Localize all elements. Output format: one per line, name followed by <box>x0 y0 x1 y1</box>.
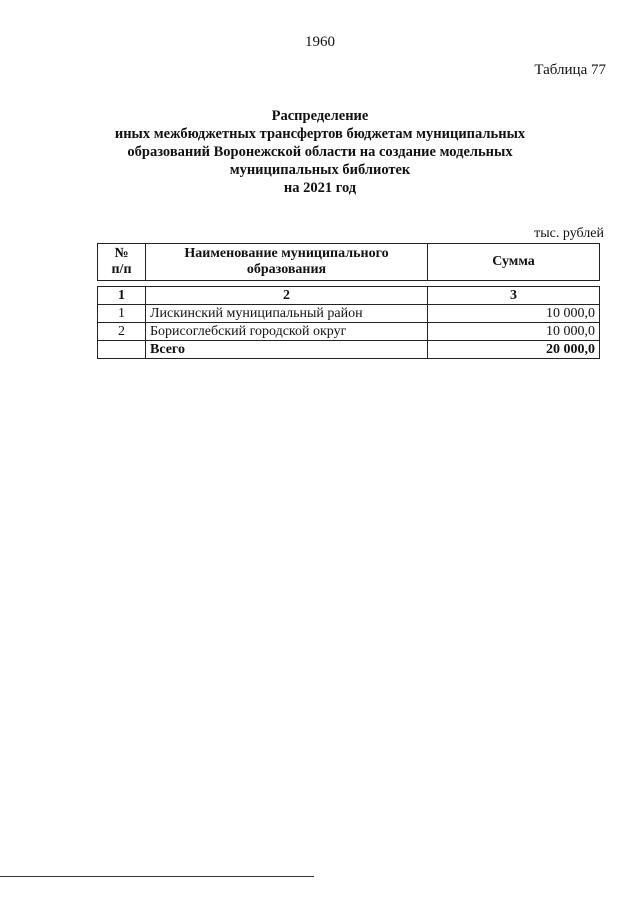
column-number: 3 <box>428 287 600 305</box>
row-name: Лискинский муниципальный район <box>146 305 428 323</box>
title-line: Распределение <box>271 108 369 124</box>
page-number: 1960 <box>305 34 335 50</box>
table-row <box>98 323 600 341</box>
data-table <box>97 286 600 359</box>
total-row <box>98 341 600 359</box>
units-label: тыс. рублей <box>534 226 604 241</box>
title-line: иных межбюджетных трансфертов бюджетам муниципальных <box>114 126 526 142</box>
row-name: Борисоглебский городской округ <box>146 323 428 341</box>
title-line: муниципальных библиотек <box>229 162 411 178</box>
table-header <box>97 243 600 281</box>
row-num: 1 <box>98 305 146 323</box>
column-number: 2 <box>146 287 428 305</box>
footer-divider <box>0 876 314 877</box>
title-line: на 2021 год <box>283 180 357 196</box>
table-label: Таблица 77 <box>534 62 606 78</box>
document-title <box>60 107 580 197</box>
header-num-line1: № <box>114 246 129 261</box>
total-label: Всего <box>146 341 428 359</box>
total-num-empty <box>98 341 146 359</box>
header-sum: Сумма <box>428 244 600 281</box>
header-num-line2: п/п <box>111 262 132 277</box>
row-num: 2 <box>98 323 146 341</box>
header-row <box>98 244 600 281</box>
header-name: Наименование муниципального образования <box>146 244 428 281</box>
column-number: 1 <box>98 287 146 305</box>
total-sum: 20 000,0 <box>428 341 600 359</box>
table-row <box>98 305 600 323</box>
row-sum: 10 000,0 <box>428 323 600 341</box>
header-num <box>98 244 146 281</box>
column-number-row <box>98 287 600 305</box>
row-sum: 10 000,0 <box>428 305 600 323</box>
title-line: образований Воронежской области на создание модельных <box>127 144 513 160</box>
